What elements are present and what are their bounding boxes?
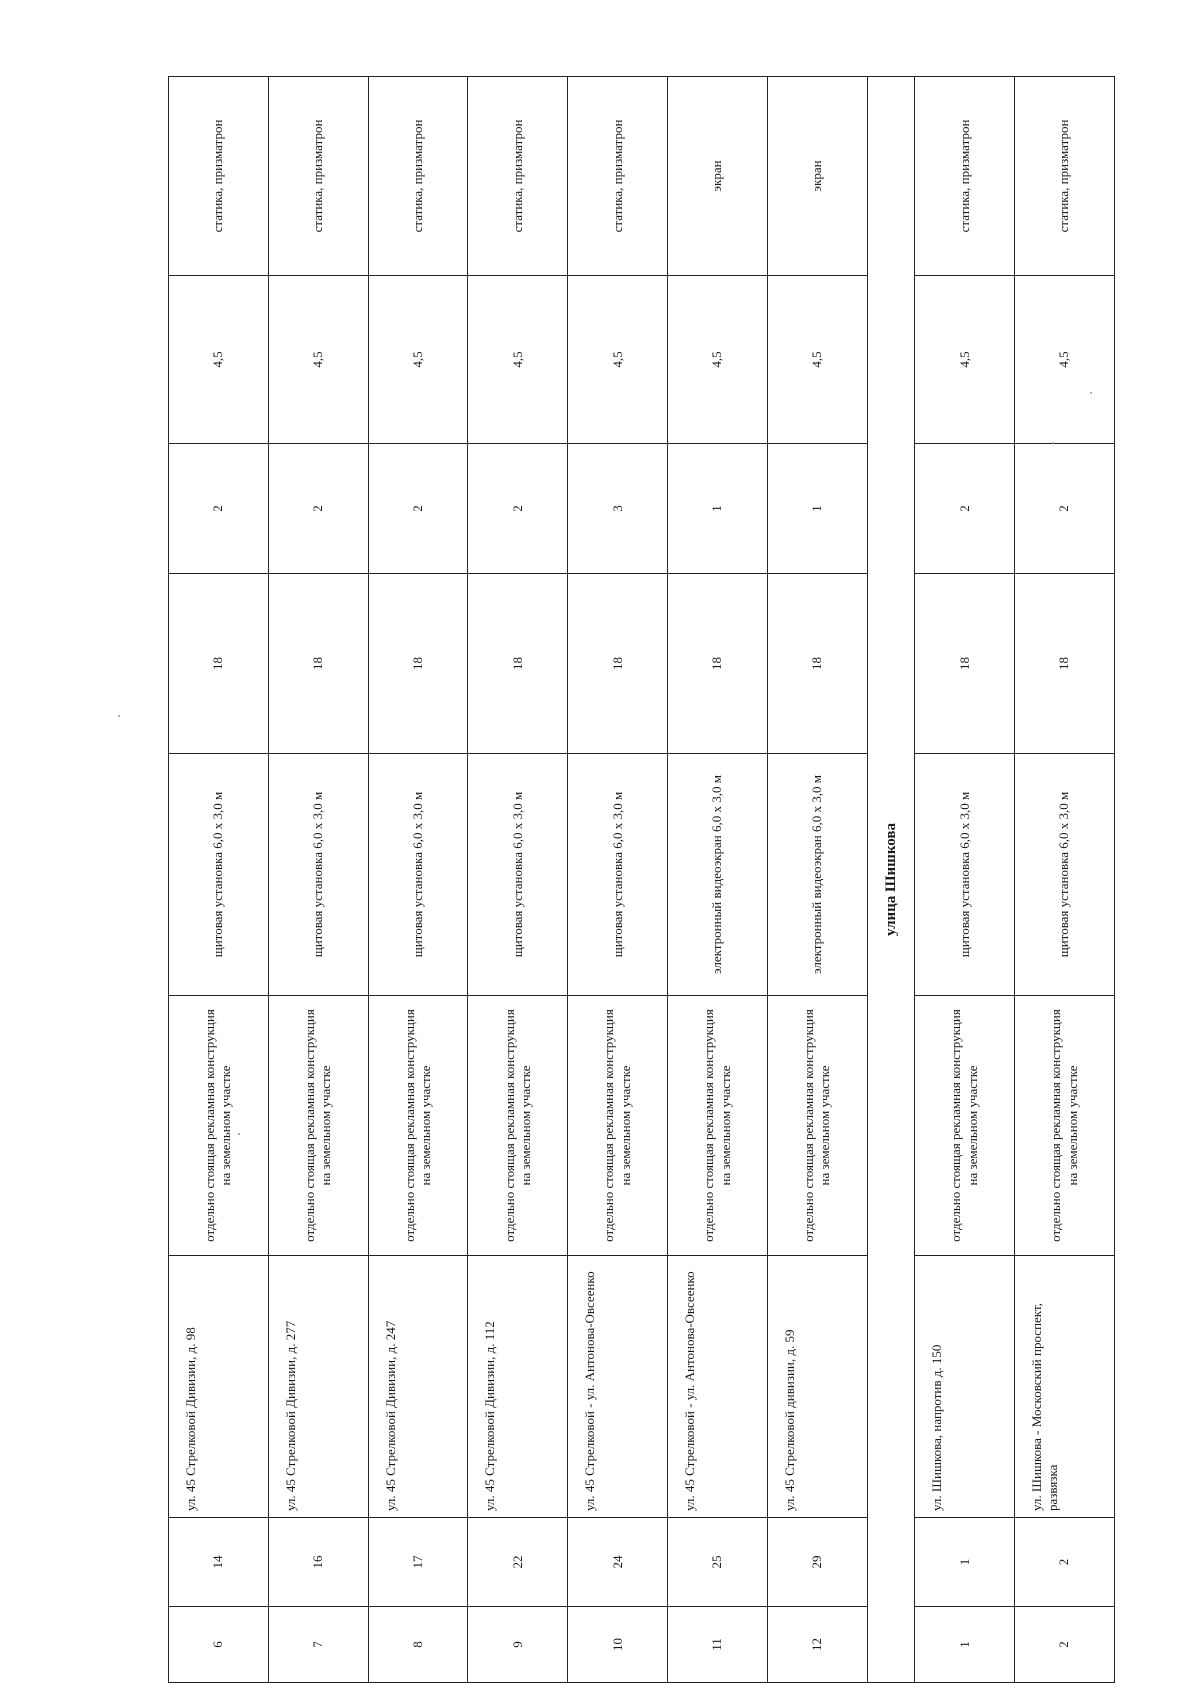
scan-speck [118, 715, 120, 717]
construction-id-cell: 25 [668, 1518, 768, 1607]
table-row [268, 77, 368, 1683]
sides-cell: 2 [468, 444, 568, 574]
row-number-cell: 10 [568, 1607, 668, 1683]
advertising-structures-table [168, 76, 1115, 1683]
technology-cell: статика, призматрон [1015, 77, 1115, 276]
structure-type-cell: отдельно стоящая рекламная конструкция на земельном участке [915, 996, 1015, 1256]
table-row [568, 77, 668, 1683]
area-cell: 18 [368, 574, 468, 754]
height-cell: 4,5 [268, 276, 368, 444]
construction-cell: щитовая установка 6,0 х 3,0 м [169, 754, 269, 996]
construction-id-cell: 1 [915, 1518, 1015, 1607]
height-cell: 4,5 [568, 276, 668, 444]
area-cell: 18 [668, 574, 768, 754]
construction-id-cell: 22 [468, 1518, 568, 1607]
height-cell: 4,5 [668, 276, 768, 444]
construction-id-cell: 14 [169, 1518, 269, 1607]
area-cell: 18 [268, 574, 368, 754]
row-number-cell: 12 [767, 1607, 867, 1683]
technology-cell: статика, призматрон [915, 77, 1015, 276]
technology-cell: статика, призматрон [268, 77, 368, 276]
scan-speck [1052, 442, 1054, 444]
construction-id-cell: 29 [767, 1518, 867, 1607]
address-cell: ул. 45 Стрелковой - ул. Антонова-Овсеенко [568, 1256, 668, 1518]
area-cell: 18 [915, 574, 1015, 754]
structure-type-cell: отдельно стоящая рекламная конструкция на земельном участке [368, 996, 468, 1256]
construction-cell: щитовая установка 6,0 х 3,0 м [1015, 754, 1115, 996]
technology-cell: статика, призматрон [568, 77, 668, 276]
construction-id-cell: 24 [568, 1518, 668, 1607]
sides-cell: 1 [767, 444, 867, 574]
area-cell: 18 [767, 574, 867, 754]
row-number-cell: 11 [668, 1607, 768, 1683]
height-cell: 4,5 [767, 276, 867, 444]
structure-type-cell: отдельно стоящая рекламная конструкция на земельном участке [767, 996, 867, 1256]
structure-type-cell: отдельно стоящая рекламная конструкция на земельном участке [468, 996, 568, 1256]
area-cell: 18 [1015, 574, 1115, 754]
address-cell: ул. 45 Стрелковой Дивизии, д. 112 [468, 1256, 568, 1518]
sides-cell: 2 [368, 444, 468, 574]
table-row [169, 77, 269, 1683]
technology-cell: экран [668, 77, 768, 276]
construction-id-cell: 17 [368, 1518, 468, 1607]
section-title: улица Шишкова [867, 77, 915, 1683]
table-row [915, 77, 1015, 1683]
sides-cell: 2 [268, 444, 368, 574]
address-cell: ул. 45 Стрелковой дивизии, д. 59 [767, 1256, 867, 1518]
address-cell: ул. Шишкова - Московский проспект, развязка [1015, 1256, 1115, 1518]
address-cell: ул. 45 Стрелковой Дивизии, д. 277 [268, 1256, 368, 1518]
technology-cell: статика, призматрон [169, 77, 269, 276]
table-body [169, 77, 1115, 1683]
address-cell: ул. 45 Стрелковой Дивизии, д. 98 [169, 1256, 269, 1518]
row-number-cell: 2 [1015, 1607, 1115, 1683]
area-cell: 18 [568, 574, 668, 754]
height-cell: 4,5 [915, 276, 1015, 444]
construction-id-cell: 16 [268, 1518, 368, 1607]
sides-cell: 2 [169, 444, 269, 574]
sides-cell: 1 [668, 444, 768, 574]
construction-cell: щитовая установка 6,0 х 3,0 м [568, 754, 668, 996]
row-number-cell: 1 [915, 1607, 1015, 1683]
technology-cell: экран [767, 77, 867, 276]
address-cell: ул. 45 Стрелковой - ул. Антонова-Овсеенко [668, 1256, 768, 1518]
address-cell: ул. 45 Стрелковой Дивизии, д. 247 [368, 1256, 468, 1518]
rotated-table-container [168, 77, 1115, 1683]
table-row [668, 77, 768, 1683]
table-row [468, 77, 568, 1683]
row-number-cell: 6 [169, 1607, 269, 1683]
height-cell: 4,5 [468, 276, 568, 444]
structure-type-cell: отдельно стоящая рекламная конструкция на земельном участке [668, 996, 768, 1256]
area-cell: 18 [468, 574, 568, 754]
scan-speck [238, 1133, 240, 1135]
structure-type-cell: отдельно стоящая рекламная конструкция на земельном участке [169, 996, 269, 1256]
address-cell: ул. Шишкова, напротив д. 150 [915, 1256, 1015, 1518]
table-row [368, 77, 468, 1683]
table-row [767, 77, 867, 1683]
sides-cell: 2 [915, 444, 1015, 574]
section-header-row [867, 77, 915, 1683]
structure-type-cell: отдельно стоящая рекламная конструкция на земельном участке [1015, 996, 1115, 1256]
construction-cell: щитовая установка 6,0 х 3,0 м [468, 754, 568, 996]
height-cell: 4,5 [169, 276, 269, 444]
sides-cell: 3 [568, 444, 668, 574]
sides-cell: 2 [1015, 444, 1115, 574]
technology-cell: статика, призматрон [368, 77, 468, 276]
structure-type-cell: отдельно стоящая рекламная конструкция на земельном участке [568, 996, 668, 1256]
row-number-cell: 9 [468, 1607, 568, 1683]
area-cell: 18 [169, 574, 269, 754]
row-number-cell: 7 [268, 1607, 368, 1683]
height-cell: 4,5 [368, 276, 468, 444]
technology-cell: статика, призматрон [468, 77, 568, 276]
construction-cell: щитовая установка 6,0 х 3,0 м [915, 754, 1015, 996]
construction-cell: электронный видеоэкран 6,0 х 3,0 м [767, 754, 867, 996]
scan-speck [1090, 392, 1092, 394]
construction-cell: щитовая установка 6,0 х 3,0 м [368, 754, 468, 996]
construction-id-cell: 2 [1015, 1518, 1115, 1607]
row-number-cell: 8 [368, 1607, 468, 1683]
construction-cell: электронный видеоэкран 6,0 х 3,0 м [668, 754, 768, 996]
height-cell: 4,5 [1015, 276, 1115, 444]
table-row [1015, 77, 1115, 1683]
construction-cell: щитовая установка 6,0 х 3,0 м [268, 754, 368, 996]
structure-type-cell: отдельно стоящая рекламная конструкция на земельном участке [268, 996, 368, 1256]
